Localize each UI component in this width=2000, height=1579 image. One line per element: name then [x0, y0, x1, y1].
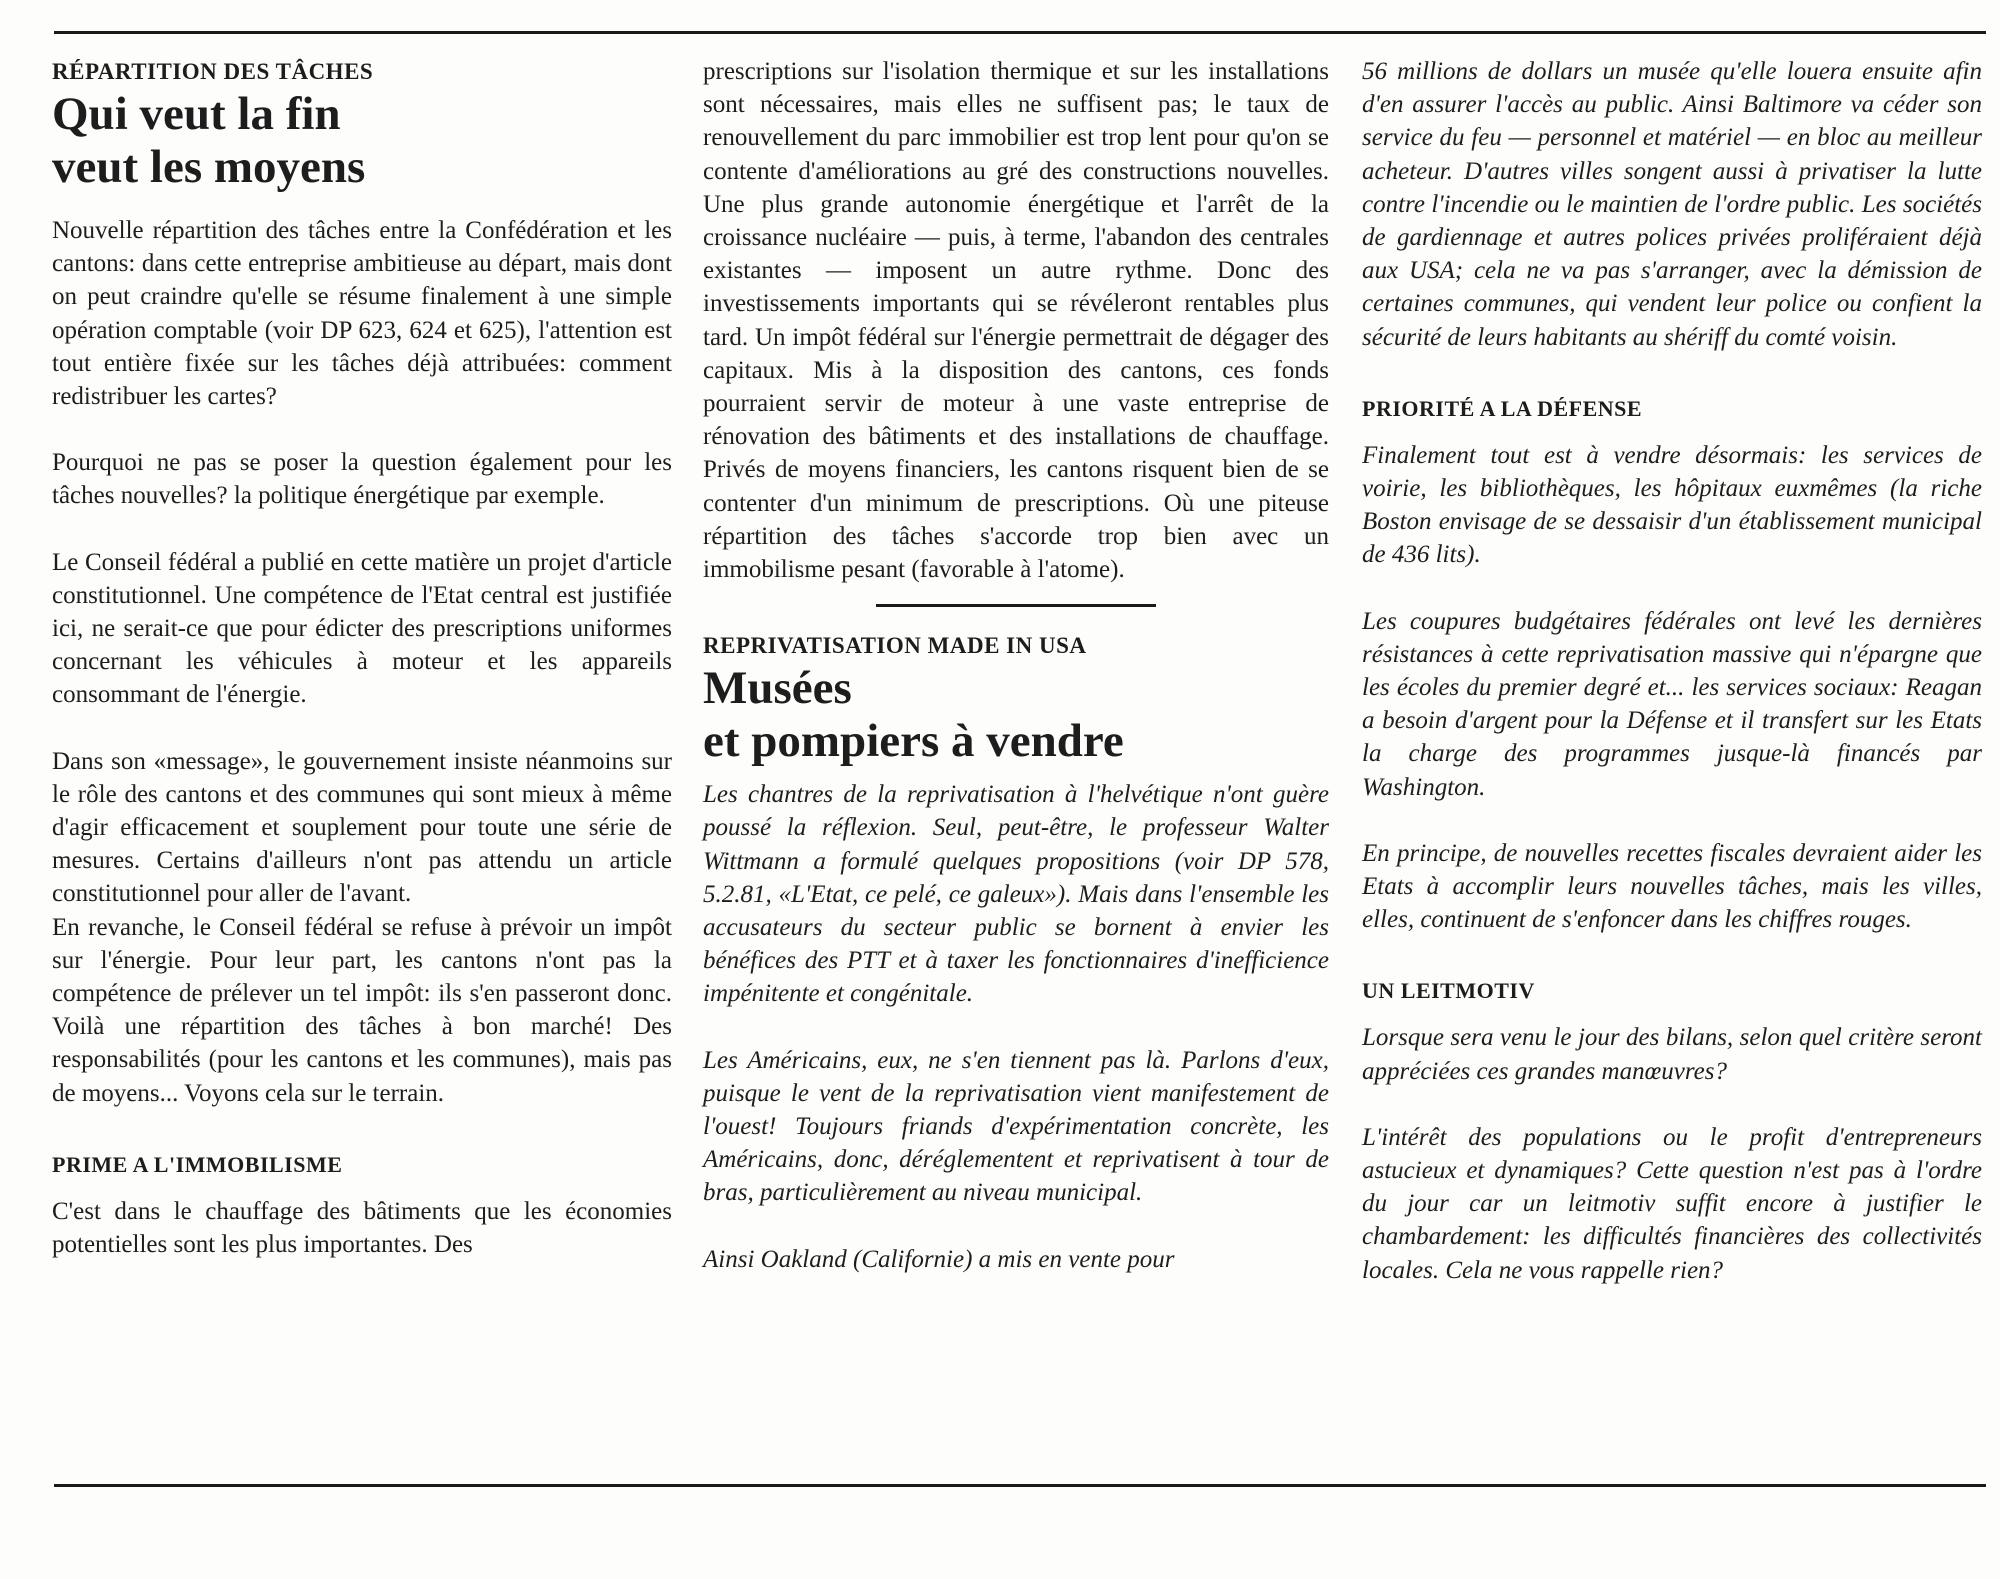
article2-headline [703, 662, 1329, 768]
top-rule [54, 31, 1986, 34]
article2-paragraph-1: Les chantres de la reprivatisation à l'helvétique n'ont guère poussé la réflexion. Seul, peut-être, le professeur Walter Wittmann a formulé quelques propositions (voir DP 578, 5.2.81, «L'Etat, ce pelé, ce galeux»). Mais dans l'ensemble les accusateurs du secteur public se bornent à envier les bénéfices des PTT et à taxer les fonctionnaires d'inefficience impénitente et congénitale. [703, 781, 1329, 1008]
column-2 [703, 55, 1329, 1276]
article1-paragraph-5: En revanche, le Conseil fédéral se refuse à prévoir un impôt sur l'énergie. Pour leur part, les cantons n'ont pas la compétence de prélever un tel impôt: ils s'en passeront donc. Voilà une répartition des tâches à bon marché! Des responsabilités (pour les cantons et les communes), mais pas de moyens... Voyons cela sur le terrain. [52, 913, 672, 1107]
article2-paragraph-3-part2: 56 millions de dollars un musée qu'elle louera ensuite afin d'en assurer l'accès au public. Ainsi Baltimore va céder son service du feu — personnel et matériel — en bloc au meilleur acheteur. D'autres villes songent aussi à privatiser la lutte contre l'incendie ou le maintien de l'ordre public. Les sociétés de gardiennage et autres polices privées proliféraient déjà aux USA; cela ne va pas s'arranger, avec la démission de certaines communes, qui vendent leur police ou confient la sécurité de leurs habitants au shériff du comté voisin. [1362, 58, 1982, 351]
article2-sub2-paragraph-1: Lorsque sera venu le jour des bilans, selon quel critère seront appréciées ces grandes manœuvres? [1362, 1024, 1982, 1085]
article-divider [876, 604, 1156, 607]
article1-kicker: RÉPARTITION DES TÂCHES [52, 59, 374, 84]
article2-headline-line1: Musées [703, 662, 852, 715]
article1-paragraph-3: Le Conseil fédéral a publié en cette matière un projet d'article constitutionnel. Une compétence de l'Etat central est justifiée ici, ne serait-ce que pour édicter des prescriptions uniformes concernant les véhicules à moteur et les appareils consommant de l'énergie. [52, 548, 672, 709]
article1-paragraph-1: Nouvelle répartition des tâches entre la Confédération et les cantons: dans cette entreprise ambitieuse au départ, mais dont on peut craindre qu'elle se résume finalement à une simple opération comptable (voir DP 623, 624 et 625), l'attention est tout entière fixée sur les tâches déjà attribuées: comment redistribuer les cartes? [52, 217, 672, 411]
article2-sub2-paragraph-2: L'intérêt des populations ou le profit d'entrepreneurs astucieux et dynamiques? Cette question n'est pas à l'ordre du jour car un leitmotiv suffit encore à justifier le chambardement: les difficultés financières des collectivités locales. Cela ne vous rappelle rien? [1362, 1123, 1982, 1284]
article1-headline-line2: veut les moyens [52, 141, 366, 193]
article2-subhead-2: UN LEITMOTIV [1362, 978, 1535, 1004]
article1-subhead: PRIME A L'IMMOBILISME [52, 1151, 343, 1177]
article2-kicker: REPRIVATISATION MADE IN USA [703, 633, 1087, 659]
article1-paragraph-2: Pourquoi ne pas se poser la question également pour les tâches nouvelles? la politique énergétique par exemple. [52, 449, 672, 510]
article2-sub1-paragraph-3: En principe, de nouvelles recettes fiscales devraient aider les Etats à accomplir leurs nouvelles tâches, mais les villes, elles, continuent de s'enfoncer dans les chiffres rouges. [1362, 839, 1982, 934]
article2-paragraph-2: Les Américains, eux, ne s'en tiennent pas là. Parlons d'eux, puisque le vent de la reprivatisation vient manifestement de l'ouest! Toujours friands d'expérimentation concrète, les Américains, donc, déréglementent et reprivatisent à tour de bras, particulièrement au niveau municipal. [703, 1046, 1329, 1207]
article1-sub-paragraph-part1: C'est dans le chauffage des bâtiments que les économies potentielles sont les plus importantes. Des [52, 1197, 672, 1259]
article2-subhead-1: PRIORITÉ A LA DÉFENSE [1362, 395, 1643, 421]
article2-sub1-paragraph-1: Finalement tout est à vendre désormais: les services de voirie, les bibliothèques, les hôpitaux euxmêmes (la riche Boston envisage de se dessaisir d'un établissement municipal de 436 lits). [1362, 441, 1982, 569]
article1-paragraph-4: Dans son «message», le gouvernement insiste néanmoins sur le rôle des cantons et des communes qui sont mieux à même d'agir efficacement et souplement pour toute une série de mesures. Certains d'ailleurs n'ont pas attendu un article constitutionnel pour aller de l'avant. [52, 747, 672, 908]
bottom-rule [54, 1484, 1986, 1487]
article2-sub1-paragraph-2: Les coupures budgétaires fédérales ont levé les dernières résistances à cette reprivatisation massive qui n'épargne que les écoles du premier degré et... les services sociaux: Reagan a besoin d'argent pour la Défense et il transfert sur les Etats la charge des programmes jusque-là financés par Washington. [1362, 607, 1982, 801]
column-1 [52, 55, 672, 1261]
article2-headline-line2: et pompiers à vendre [703, 715, 1124, 768]
article1-sub-paragraph-part2: prescriptions sur l'isolation thermique et sur les installations sont nécessaires, mais elles ne suffisent pas; le taux de renouvellement du parc immobilier est trop lent pour qu'on se contente d'améliorations au gré des constructions nouvelles. Une plus grande autonomie énergétique et l'arrêt de la croissance nucléaire — puis, à terme, l'abandon des centrales existantes — imposent un autre rythme. Donc des investissements importants qui se révéleront rentables plus tard. Un impôt fédéral sur l'énergie permettrait de dégager des capitaux. Mis à la disposition des cantons, ces fonds pourraient servir de moteur à une vaste entreprise de rénovation des bâtiments et des installations de chauffage. Privés de moyens financiers, les cantons risquent bien de se contenter d'un minimum de prescriptions. Où une piteuse répartition des tâches s'accorde trop bien avec un immobilisme pesant (favorable à l'atome). [703, 58, 1329, 584]
article2-paragraph-3-part1: Ainsi Oakland (Californie) a mis en vente pour [703, 1245, 1175, 1273]
article1-headline [52, 88, 672, 194]
article1-headline-line1: Qui veut la fin [52, 88, 341, 140]
column-3 [1362, 55, 1982, 1287]
